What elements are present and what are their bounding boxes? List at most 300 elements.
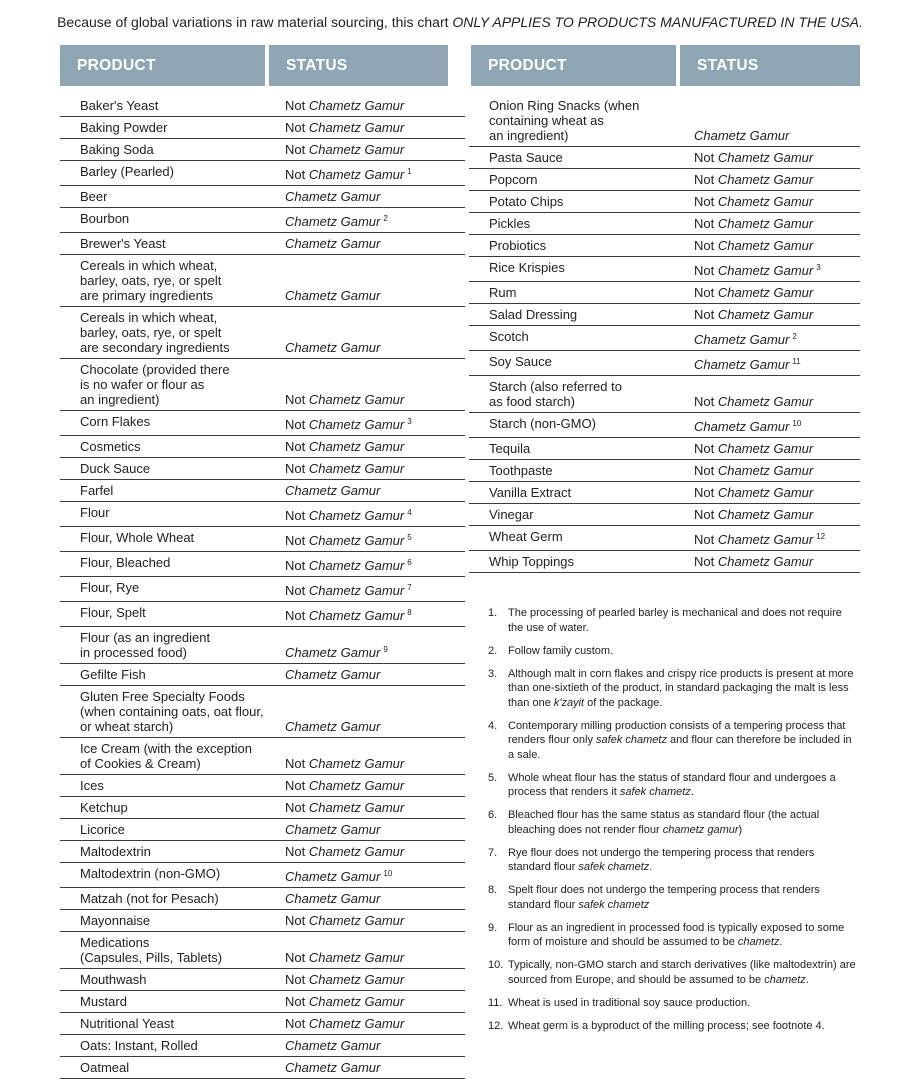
product-name-line: Starch (non-GMO)	[489, 416, 596, 431]
product-name-line: Mayonnaise	[80, 913, 151, 928]
table-row	[60, 233, 465, 255]
status-label	[285, 913, 404, 928]
product-cell	[60, 1057, 269, 1078]
status-label	[285, 719, 380, 734]
status-cell	[678, 551, 860, 572]
status-label	[285, 605, 412, 623]
status-not-prefix: Not	[694, 194, 718, 209]
table-row	[60, 480, 465, 502]
status-chametz-gamur: Chametz Gamur	[308, 778, 405, 793]
table-row	[469, 304, 860, 326]
footnote-italic-term: k'zayit	[553, 696, 585, 709]
product-cell	[469, 376, 678, 412]
table-row	[469, 526, 860, 551]
status-chametz-gamur: Chametz Gamur	[308, 508, 405, 523]
product-cell	[60, 208, 269, 232]
product-cell	[60, 910, 269, 931]
product-name-line: Vinegar	[489, 507, 534, 522]
table-row	[60, 910, 465, 932]
status-not-prefix: Not	[694, 216, 718, 231]
table-row	[60, 863, 465, 888]
status-chametz-gamur: Chametz Gamur	[308, 608, 405, 623]
status-cell	[269, 888, 465, 909]
status-chametz-gamur: Chametz Gamur	[308, 972, 405, 987]
product-cell	[469, 95, 678, 146]
footnote-ref: 3	[816, 263, 821, 272]
footnote-text-part: Typically, non-GMO starch and starch derivatives (like maltodextrin) are sourced from Europe, and should be assumed to be	[508, 959, 856, 986]
table-row	[60, 307, 465, 359]
status-not-prefix: Not	[285, 392, 309, 407]
product-cell	[60, 307, 269, 358]
footnote-text-part: .	[779, 936, 783, 948]
footnote-text-part: Spelt flour does not undergo the tempering process that renders standard flour	[508, 884, 820, 911]
footnote-ref: 5	[407, 533, 412, 542]
status-not-prefix: Not	[285, 994, 309, 1009]
table-row	[60, 819, 465, 841]
footnote-text-part: of the package.	[584, 696, 663, 709]
status-not-prefix: Not	[285, 844, 309, 859]
status-label	[285, 580, 412, 598]
status-label	[285, 392, 404, 407]
footnote-ref: 7	[407, 583, 412, 592]
footnote-text-part: Bleached flour has the same status as standard flour (the actual bleaching does not render flour	[508, 809, 820, 836]
product-name-line: barley, oats, rye, or spelt	[80, 273, 222, 288]
product-cell	[469, 169, 678, 190]
table-row	[60, 255, 465, 307]
footnote-ref: 8	[407, 608, 412, 617]
product-cell	[469, 460, 678, 481]
product-name-line: Whip Toppings	[489, 554, 575, 569]
status-cell	[678, 413, 860, 437]
status-cell	[269, 436, 465, 457]
status-cell	[269, 910, 465, 931]
table-row	[469, 551, 860, 573]
status-label	[285, 505, 412, 523]
status-not-prefix: Not	[285, 120, 309, 135]
footnote-number: 12.	[488, 1019, 504, 1032]
footnote-italic-term: chametz	[737, 936, 780, 948]
product-name-line: Flour, Whole Wheat	[80, 530, 195, 545]
status-not-prefix: Not	[285, 778, 309, 793]
status-cell	[678, 504, 860, 525]
status-cell	[269, 186, 465, 207]
product-cell	[60, 797, 269, 818]
status-chametz-gamur: Chametz Gamur	[717, 216, 814, 231]
status-chametz-gamur: Chametz Gamur	[308, 439, 405, 454]
status-label	[285, 1038, 380, 1053]
status-label	[285, 642, 388, 660]
status-label	[285, 756, 404, 771]
product-name-line: Cosmetics	[80, 439, 141, 454]
status-not-prefix: Not	[285, 756, 309, 771]
footnote-ref: 2	[792, 332, 797, 341]
footnote-number: 10.	[488, 959, 504, 971]
footnote-italic-term: chametz	[764, 973, 806, 986]
status-chametz-gamur: Chametz Gamur	[717, 485, 814, 500]
status-chametz-gamur: Chametz Gamur	[717, 507, 814, 522]
footnote-item	[488, 606, 858, 635]
product-name-line: Beer	[80, 189, 108, 204]
product-cell	[60, 527, 269, 551]
table-row	[60, 161, 465, 186]
status-not-prefix: Not	[285, 972, 309, 987]
right-product-table	[469, 95, 860, 573]
product-cell	[60, 186, 269, 207]
product-cell	[60, 161, 269, 185]
footnote-text	[508, 846, 858, 875]
status-label	[285, 972, 404, 987]
status-chametz-gamur: Chametz Gamur	[717, 463, 814, 478]
footnote-number: 2.	[488, 644, 498, 657]
status-cell	[678, 326, 860, 350]
product-cell	[60, 95, 269, 116]
footnote-ref: 4	[407, 508, 412, 517]
status-cell	[678, 304, 860, 325]
product-cell	[469, 257, 678, 281]
product-name-line: an ingredient)	[489, 128, 569, 143]
product-name-line: Tequila	[489, 441, 531, 456]
status-not-prefix: Not	[285, 558, 309, 573]
left-product-header: PRODUCT	[60, 45, 265, 86]
status-chametz-gamur: Chametz Gamur	[694, 357, 790, 372]
status-cell	[269, 95, 465, 116]
product-cell	[60, 664, 269, 685]
footnote-text	[508, 883, 858, 912]
status-label	[285, 555, 412, 573]
status-cell	[269, 411, 465, 435]
table-row	[469, 413, 860, 438]
product-name-line: or wheat starch)	[80, 719, 174, 734]
product-cell	[469, 213, 678, 234]
right-status-header: STATUS	[680, 45, 860, 86]
table-row	[60, 208, 465, 233]
footnote-number: 5.	[488, 771, 498, 784]
footnote-number: 7.	[488, 846, 498, 859]
product-cell	[469, 326, 678, 350]
footnote-text-part: .	[690, 786, 694, 798]
status-chametz-gamur: Chametz Gamur	[308, 583, 405, 598]
status-chametz-gamur: Chametz Gamur	[694, 332, 790, 347]
product-cell	[60, 117, 269, 138]
status-cell	[269, 627, 465, 663]
product-name-line: Toothpaste	[489, 463, 553, 478]
product-name-line: Bourbon	[80, 211, 130, 226]
table-row	[60, 527, 465, 552]
status-chametz-gamur: Chametz Gamur	[285, 822, 381, 837]
table-row	[469, 191, 860, 213]
product-name-line: Scotch	[489, 329, 529, 344]
status-label	[694, 172, 813, 187]
product-cell	[60, 863, 269, 887]
footnote-text-part: .	[649, 861, 653, 873]
status-label	[694, 394, 813, 409]
product-cell	[60, 480, 269, 501]
table-row	[469, 147, 860, 169]
status-not-prefix: Not	[285, 508, 309, 523]
status-not-prefix: Not	[694, 285, 718, 300]
footnote-text	[508, 667, 858, 711]
product-cell	[469, 235, 678, 256]
status-label	[285, 866, 392, 884]
status-not-prefix: Not	[694, 485, 718, 500]
product-name-line: Soy Sauce	[489, 354, 552, 369]
footnote-text-part: Flour as an ingredient in processed food is typically exposed to some form of moisture and should be assumed to be	[508, 921, 845, 948]
product-cell	[469, 351, 678, 375]
status-not-prefix: Not	[285, 583, 309, 598]
status-cell	[269, 208, 465, 232]
status-not-prefix: Not	[694, 532, 718, 547]
status-label	[694, 150, 813, 165]
table-row	[60, 577, 465, 602]
product-name-line: of Cookies & Cream)	[80, 756, 201, 771]
product-name-line: an ingredient)	[80, 392, 160, 407]
footnote-item	[488, 719, 858, 763]
footnote-item	[488, 771, 858, 800]
product-name-line: Maltodextrin (non-GMO)	[80, 866, 221, 881]
product-name-line: Flour, Rye	[80, 580, 140, 595]
status-cell	[269, 139, 465, 160]
product-cell	[60, 627, 269, 663]
product-cell	[60, 255, 269, 306]
footnote-item	[488, 846, 858, 875]
status-cell	[678, 482, 860, 503]
table-row	[60, 888, 465, 910]
product-name-line: Wheat Germ	[489, 529, 563, 544]
footnote-item	[488, 996, 858, 1011]
footnote-text-part: Rye flour does not undergo the tempering process that renders standard flour	[508, 846, 815, 873]
status-cell	[269, 991, 465, 1012]
status-chametz-gamur: Chametz Gamur	[285, 645, 381, 660]
status-not-prefix: Not	[285, 98, 309, 113]
status-cell	[678, 376, 860, 412]
product-cell	[469, 304, 678, 325]
product-name-line: Ices	[80, 778, 104, 793]
product-cell	[60, 436, 269, 457]
footnote-italic-term: safek chametz	[619, 786, 691, 798]
status-chametz-gamur: Chametz Gamur	[308, 994, 405, 1009]
status-label	[694, 194, 813, 209]
status-not-prefix: Not	[694, 263, 718, 278]
footnote-ref: 10	[792, 419, 802, 428]
footnote-ref: 2	[383, 214, 388, 223]
status-label	[285, 211, 388, 229]
table-row	[60, 686, 465, 738]
table-row	[469, 282, 860, 304]
product-name-line: Gefilte Fish	[80, 667, 146, 682]
status-cell	[269, 161, 465, 185]
product-name-line: Baking Soda	[80, 142, 154, 157]
status-cell	[269, 117, 465, 138]
footnote-text-part: Contemporary milling production consists of a tempering process that renders flour only	[508, 719, 846, 746]
footnote-text	[508, 921, 858, 950]
status-cell	[678, 282, 860, 303]
status-not-prefix: Not	[694, 554, 718, 569]
status-chametz-gamur: Chametz Gamur	[717, 307, 814, 322]
intro-note	[0, 14, 920, 30]
footnote-italic-term: chametz gamur	[662, 823, 739, 836]
status-chametz-gamur: Chametz Gamur	[717, 194, 814, 209]
status-cell	[269, 502, 465, 526]
product-name-line: Onion Ring Snacks (when	[489, 98, 640, 113]
product-cell	[60, 888, 269, 909]
footnote-text	[508, 996, 750, 1011]
table-row	[469, 504, 860, 526]
status-cell	[269, 775, 465, 796]
footnote-ref: 11	[792, 357, 801, 366]
product-name-line: Gluten Free Specialty Foods	[80, 689, 245, 704]
status-label	[694, 354, 801, 372]
status-chametz-gamur: Chametz Gamur	[285, 288, 381, 303]
status-label	[285, 120, 404, 135]
footnote-ref: 6	[407, 558, 412, 567]
status-chametz-gamur: Chametz Gamur	[308, 98, 405, 113]
footnote-text-part: Whole wheat flour has the status of standard flour and undergoes a process that renders it	[508, 771, 836, 798]
status-label	[285, 530, 412, 548]
product-name-line: barley, oats, rye, or spelt	[80, 325, 222, 340]
status-not-prefix: Not	[285, 800, 309, 815]
right-table-header	[471, 45, 860, 86]
product-cell	[60, 819, 269, 840]
status-chametz-gamur: Chametz Gamur	[694, 128, 790, 143]
product-name-line: (when containing oats, oat flour,	[80, 704, 264, 719]
status-cell	[269, 1035, 465, 1056]
product-cell	[60, 738, 269, 774]
product-name-line: Oatmeal	[80, 1060, 130, 1075]
product-cell	[60, 359, 269, 410]
status-chametz-gamur: Chametz Gamur	[717, 285, 814, 300]
table-row	[60, 932, 465, 969]
product-cell	[60, 233, 269, 254]
right-product-header: PRODUCT	[471, 45, 676, 86]
product-cell	[60, 932, 269, 968]
footnote-text-part: Wheat is used in traditional soy sauce production.	[508, 996, 751, 1009]
status-label	[694, 238, 813, 253]
product-name-line: Mouthwash	[80, 972, 147, 987]
status-not-prefix: Not	[694, 238, 718, 253]
status-not-prefix: Not	[694, 307, 718, 322]
status-chametz-gamur: Chametz Gamur	[717, 238, 814, 253]
product-name-line: Rum	[489, 285, 517, 300]
footnote-text-part: )	[738, 823, 743, 836]
product-name-line: Barley (Pearled)	[80, 164, 174, 179]
status-label	[694, 307, 813, 322]
status-cell	[678, 257, 860, 281]
footnote-number: 9.	[488, 921, 498, 934]
status-label	[285, 164, 412, 182]
status-not-prefix: Not	[694, 463, 718, 478]
table-row	[469, 169, 860, 191]
footnote-number: 3.	[488, 667, 498, 680]
table-row	[469, 376, 860, 413]
footnote-number: 6.	[488, 809, 498, 821]
status-cell	[269, 552, 465, 576]
status-cell	[678, 95, 860, 146]
table-row	[469, 438, 860, 460]
footnote-text-part: Although malt in corn flakes and crispy rice products is present at more than one-sixtieth of the product, in standard packaging the malt is less than one	[508, 667, 854, 709]
status-chametz-gamur: Chametz Gamur	[285, 1038, 381, 1053]
status-chametz-gamur: Chametz Gamur	[285, 891, 381, 906]
status-cell	[269, 686, 465, 737]
footnote-text	[508, 1019, 825, 1034]
product-cell	[60, 1035, 269, 1056]
status-label	[285, 414, 412, 432]
product-name-line: Chocolate (provided there	[80, 362, 230, 377]
status-label	[694, 216, 813, 231]
status-chametz-gamur: Chametz Gamur	[308, 844, 405, 859]
status-cell	[269, 797, 465, 818]
status-chametz-gamur: Chametz Gamur	[308, 392, 405, 407]
product-name-line: are primary ingredients	[80, 288, 213, 303]
status-chametz-gamur: Chametz Gamur	[308, 913, 405, 928]
status-chametz-gamur: Chametz Gamur	[308, 558, 405, 573]
status-label	[694, 554, 813, 569]
status-cell	[678, 460, 860, 481]
product-name-line: containing wheat as	[489, 113, 604, 128]
table-row	[469, 326, 860, 351]
table-row	[60, 139, 465, 161]
product-name-line: Flour (as an ingredient	[80, 630, 211, 645]
status-cell	[678, 235, 860, 256]
product-cell	[469, 551, 678, 572]
footnote-italic-term: safek chametz	[596, 734, 667, 746]
product-name-line: is no wafer or flour as	[80, 377, 205, 392]
footnote-italic-term: safek chametz	[578, 861, 650, 873]
status-cell	[269, 863, 465, 887]
product-cell	[60, 775, 269, 796]
status-chametz-gamur: Chametz Gamur	[285, 667, 381, 682]
status-chametz-gamur: Chametz Gamur	[308, 120, 405, 135]
product-name-line: Cereals in which wheat,	[80, 310, 218, 325]
status-label	[285, 1016, 404, 1031]
product-name-line: Matzah (not for Pesach)	[80, 891, 219, 906]
footnote-text-part: Follow family custom.	[508, 644, 614, 657]
product-name-line: Flour, Bleached	[80, 555, 171, 570]
product-name-line: Mustard	[80, 994, 127, 1009]
product-name-line: Salad Dressing	[489, 307, 578, 322]
footnote-text	[508, 644, 613, 659]
product-cell	[60, 139, 269, 160]
product-name-line: Rice Krispies	[489, 260, 565, 275]
status-chametz-gamur: Chametz Gamur	[717, 554, 814, 569]
status-cell	[678, 351, 860, 375]
status-label	[285, 994, 404, 1009]
footnote-italic-term: safek chametz	[578, 898, 650, 911]
product-name-line: Vanilla Extract	[489, 485, 572, 500]
status-chametz-gamur: Chametz Gamur	[308, 756, 405, 771]
status-label	[285, 439, 404, 454]
footnote-text-part: .	[805, 973, 809, 986]
status-label	[285, 778, 404, 793]
status-chametz-gamur: Chametz Gamur	[717, 263, 814, 278]
status-label	[285, 98, 404, 113]
status-not-prefix: Not	[694, 507, 718, 522]
status-cell	[269, 1057, 465, 1078]
table-row	[60, 1057, 465, 1079]
product-cell	[469, 147, 678, 168]
product-cell	[60, 991, 269, 1012]
footnote-text	[508, 606, 858, 635]
status-label	[694, 260, 821, 278]
status-not-prefix: Not	[285, 417, 309, 432]
status-label	[285, 891, 380, 906]
status-chametz-gamur: Chametz Gamur	[285, 869, 381, 884]
status-not-prefix: Not	[694, 394, 718, 409]
status-not-prefix: Not	[285, 608, 309, 623]
product-cell	[60, 1013, 269, 1034]
table-row	[60, 458, 465, 480]
status-chametz-gamur: Chametz Gamur	[285, 236, 381, 251]
table-row	[469, 257, 860, 282]
